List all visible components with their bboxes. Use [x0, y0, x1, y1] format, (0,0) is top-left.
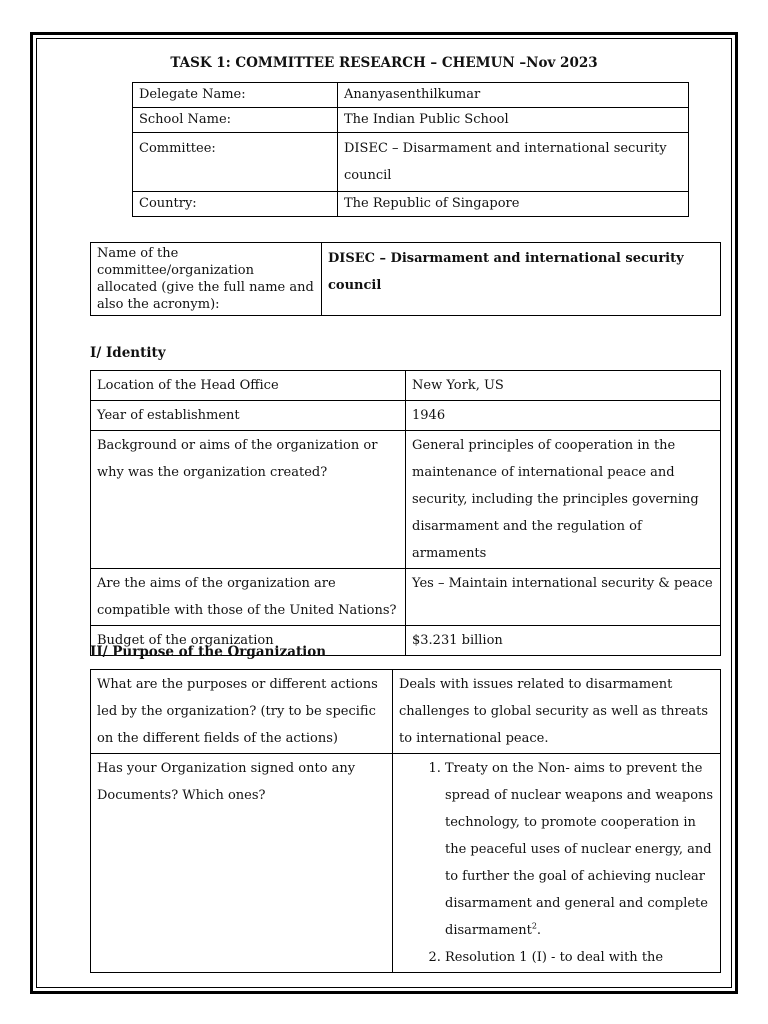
document-item-text: Treaty on the Non- aims to prevent the spread of nuclear weapons and weapons technology, to promote cooperation in the peaceful uses of nuclear energy, and to further the goal of achieving nuclear disarmament and general and complete disarmament — [445, 761, 714, 938]
committee-label: Committee: — [133, 133, 338, 192]
table-row — [91, 670, 721, 754]
purposes-label: What are the purposes or different actions led by the organization? (try to be specific on the different fields of the actions) — [91, 670, 393, 754]
documents-value — [393, 754, 721, 973]
budget-label: Budget of the organization — [91, 626, 406, 656]
establishment-year-value: 1946 — [406, 401, 721, 431]
establishment-year-label: Year of establishment — [91, 401, 406, 431]
committee-name-value: DISEC – Disarmament and international security council — [322, 243, 721, 316]
purpose-table — [90, 669, 721, 973]
school-name-label: School Name: — [133, 108, 338, 133]
footnote-ref: 2 — [531, 921, 537, 931]
country-value: The Republic of Singapore — [338, 192, 689, 217]
un-compatibility-label: Are the aims of the organization are compatible with those of the United Nations? — [91, 569, 406, 626]
committee-name-label: Name of the committee/organization allocated (give the full name and also the acronym): — [91, 243, 322, 316]
committee-name-table — [90, 242, 721, 316]
committee-value: DISEC – Disarmament and international security council — [338, 133, 689, 192]
document-item-text: Resolution 1 (I) - to deal with the — [445, 950, 664, 965]
delegate-info-table — [132, 82, 689, 217]
document-item-end: . — [536, 923, 542, 938]
school-name-value: The Indian Public School — [338, 108, 689, 133]
un-compatibility-value: Yes – Maintain international security & peace — [406, 569, 721, 626]
table-row — [133, 108, 689, 133]
table-row — [133, 192, 689, 217]
section-heading-purpose: II/ Purpose of the Organization — [90, 644, 327, 660]
table-row — [91, 401, 721, 431]
table-row — [91, 431, 721, 569]
list-item — [445, 755, 714, 944]
budget-value: $3.231 billion — [406, 626, 721, 656]
background-label: Background or aims of the organization or why was the organization created? — [91, 431, 406, 569]
documents-label: Has your Organization signed onto any Documents? Which ones? — [91, 754, 393, 973]
table-row — [133, 83, 689, 108]
list-item — [445, 944, 714, 971]
table-row — [91, 754, 721, 973]
head-office-value: New York, US — [406, 371, 721, 401]
delegate-name-label: Delegate Name: — [133, 83, 338, 108]
country-label: Country: — [133, 192, 338, 217]
purposes-value: Deals with issues related to disarmament challenges to global security as well as threats to international peace. — [393, 670, 721, 754]
head-office-label: Location of the Head Office — [91, 371, 406, 401]
table-row — [91, 371, 721, 401]
table-row — [91, 569, 721, 626]
identity-table — [90, 370, 721, 656]
table-row — [91, 243, 721, 316]
background-value: General principles of cooperation in the maintenance of international peace and security, including the principles governing disarmament and the regulation of armaments — [406, 431, 721, 569]
section-heading-identity: I/ Identity — [90, 345, 166, 361]
documents-list — [399, 755, 714, 971]
delegate-name-value: Ananyasenthilkumar — [338, 83, 689, 108]
page-title: TASK 1: COMMITTEE RESEARCH – CHEMUN –Nov 2023 — [170, 55, 598, 71]
table-row — [133, 133, 689, 192]
